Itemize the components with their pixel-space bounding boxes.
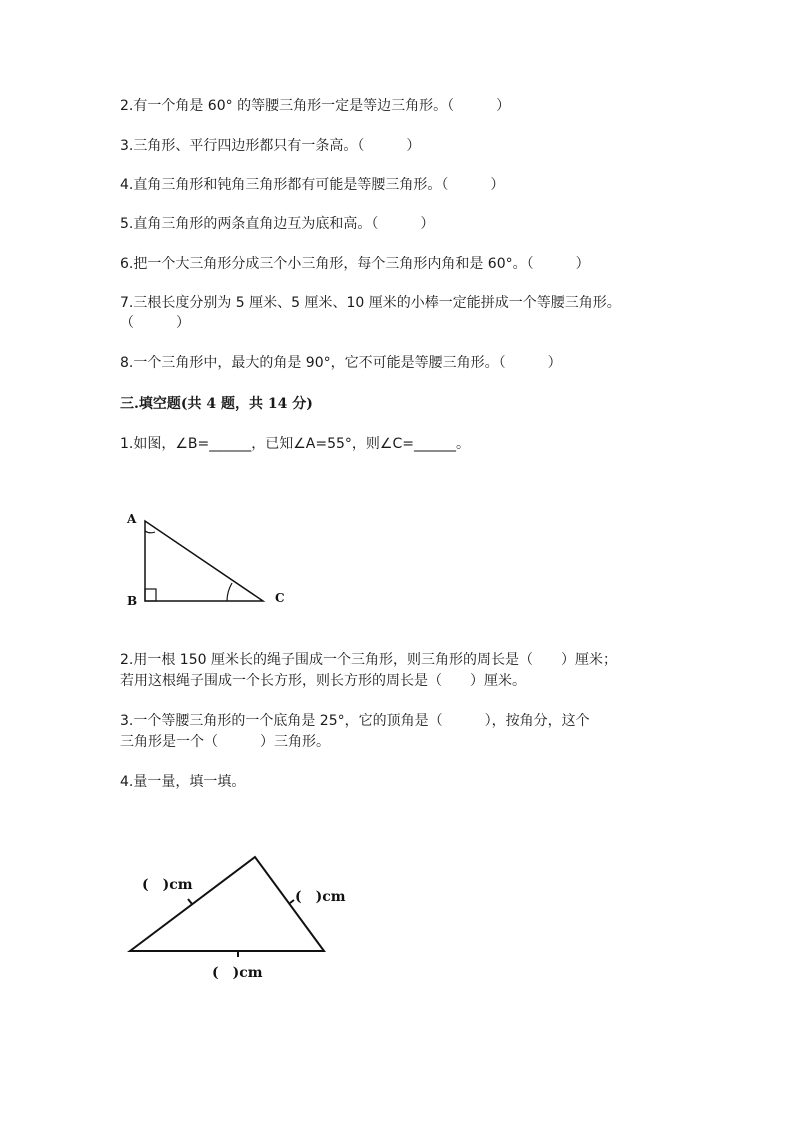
vertex-c-label: C: [275, 591, 285, 605]
fill-question-1: 1.如图，∠B=______，已知∠A=55°，则∠C=______。: [120, 436, 470, 452]
fill-question-3-line1: 3.一个等腰三角形的一个底角是 25°，它的顶角是（ ），按角分，这个: [120, 713, 590, 729]
question-3: 3.三角形、平行四边形都只有一条高。（ ）: [120, 138, 421, 154]
fill-question-2-line2: 若用这根绳子围成一个长方形，则长方形的周长是（ ）厘米。: [120, 673, 526, 689]
right-angle-marker: [145, 589, 156, 601]
question-5: 5.直角三角形的两条直角边互为底和高。（ ）: [120, 216, 435, 232]
fill-question-2-line1: 2.用一根 150 厘米长的绳子围成一个三角形，则三角形的周长是（ ）厘米；: [120, 652, 617, 668]
question-2: 2.有一个角是 60° 的等腰三角形一定是等边三角形。（ ）: [120, 98, 511, 114]
right-triangle-figure: [118, 505, 298, 615]
bottom-side-measure: ( )cm: [212, 965, 263, 981]
vertex-b-label: B: [127, 594, 138, 608]
angle-a-arc: [145, 531, 155, 533]
question-7-line1: 7.三根长度分别为 5 厘米、5 厘米、10 厘米的小棒一定能拼成一个等腰三角形。: [120, 295, 621, 311]
fill-question-3-line2: 三角形是一个（ ）三角形。: [120, 734, 330, 750]
question-7-line2: （ ）: [120, 315, 190, 331]
right-side-tick: [290, 900, 294, 903]
triangle-abc: [145, 521, 263, 601]
right-side-measure: ( )cm: [295, 889, 346, 905]
fill-question-4: 4.量一量，填一填。: [120, 774, 246, 790]
measure-triangle-figure: [110, 845, 370, 995]
left-side-measure: ( )cm: [142, 877, 193, 893]
left-side-tick: [188, 899, 192, 904]
angle-c-arc: [227, 583, 232, 601]
question-8: 8.一个三角形中，最大的角是 90°，它不可能是等腰三角形。（ ）: [120, 355, 562, 371]
vertex-a-label: A: [127, 512, 137, 526]
question-6: 6.把一个大三角形分成三个小三角形，每个三角形内角和是 60°。（ ）: [120, 256, 590, 272]
question-4: 4.直角三角形和钝角三角形都有可能是等腰三角形。（ ）: [120, 177, 505, 193]
section-3-title: 三.填空题(共 4 题，共 14 分): [120, 396, 313, 412]
